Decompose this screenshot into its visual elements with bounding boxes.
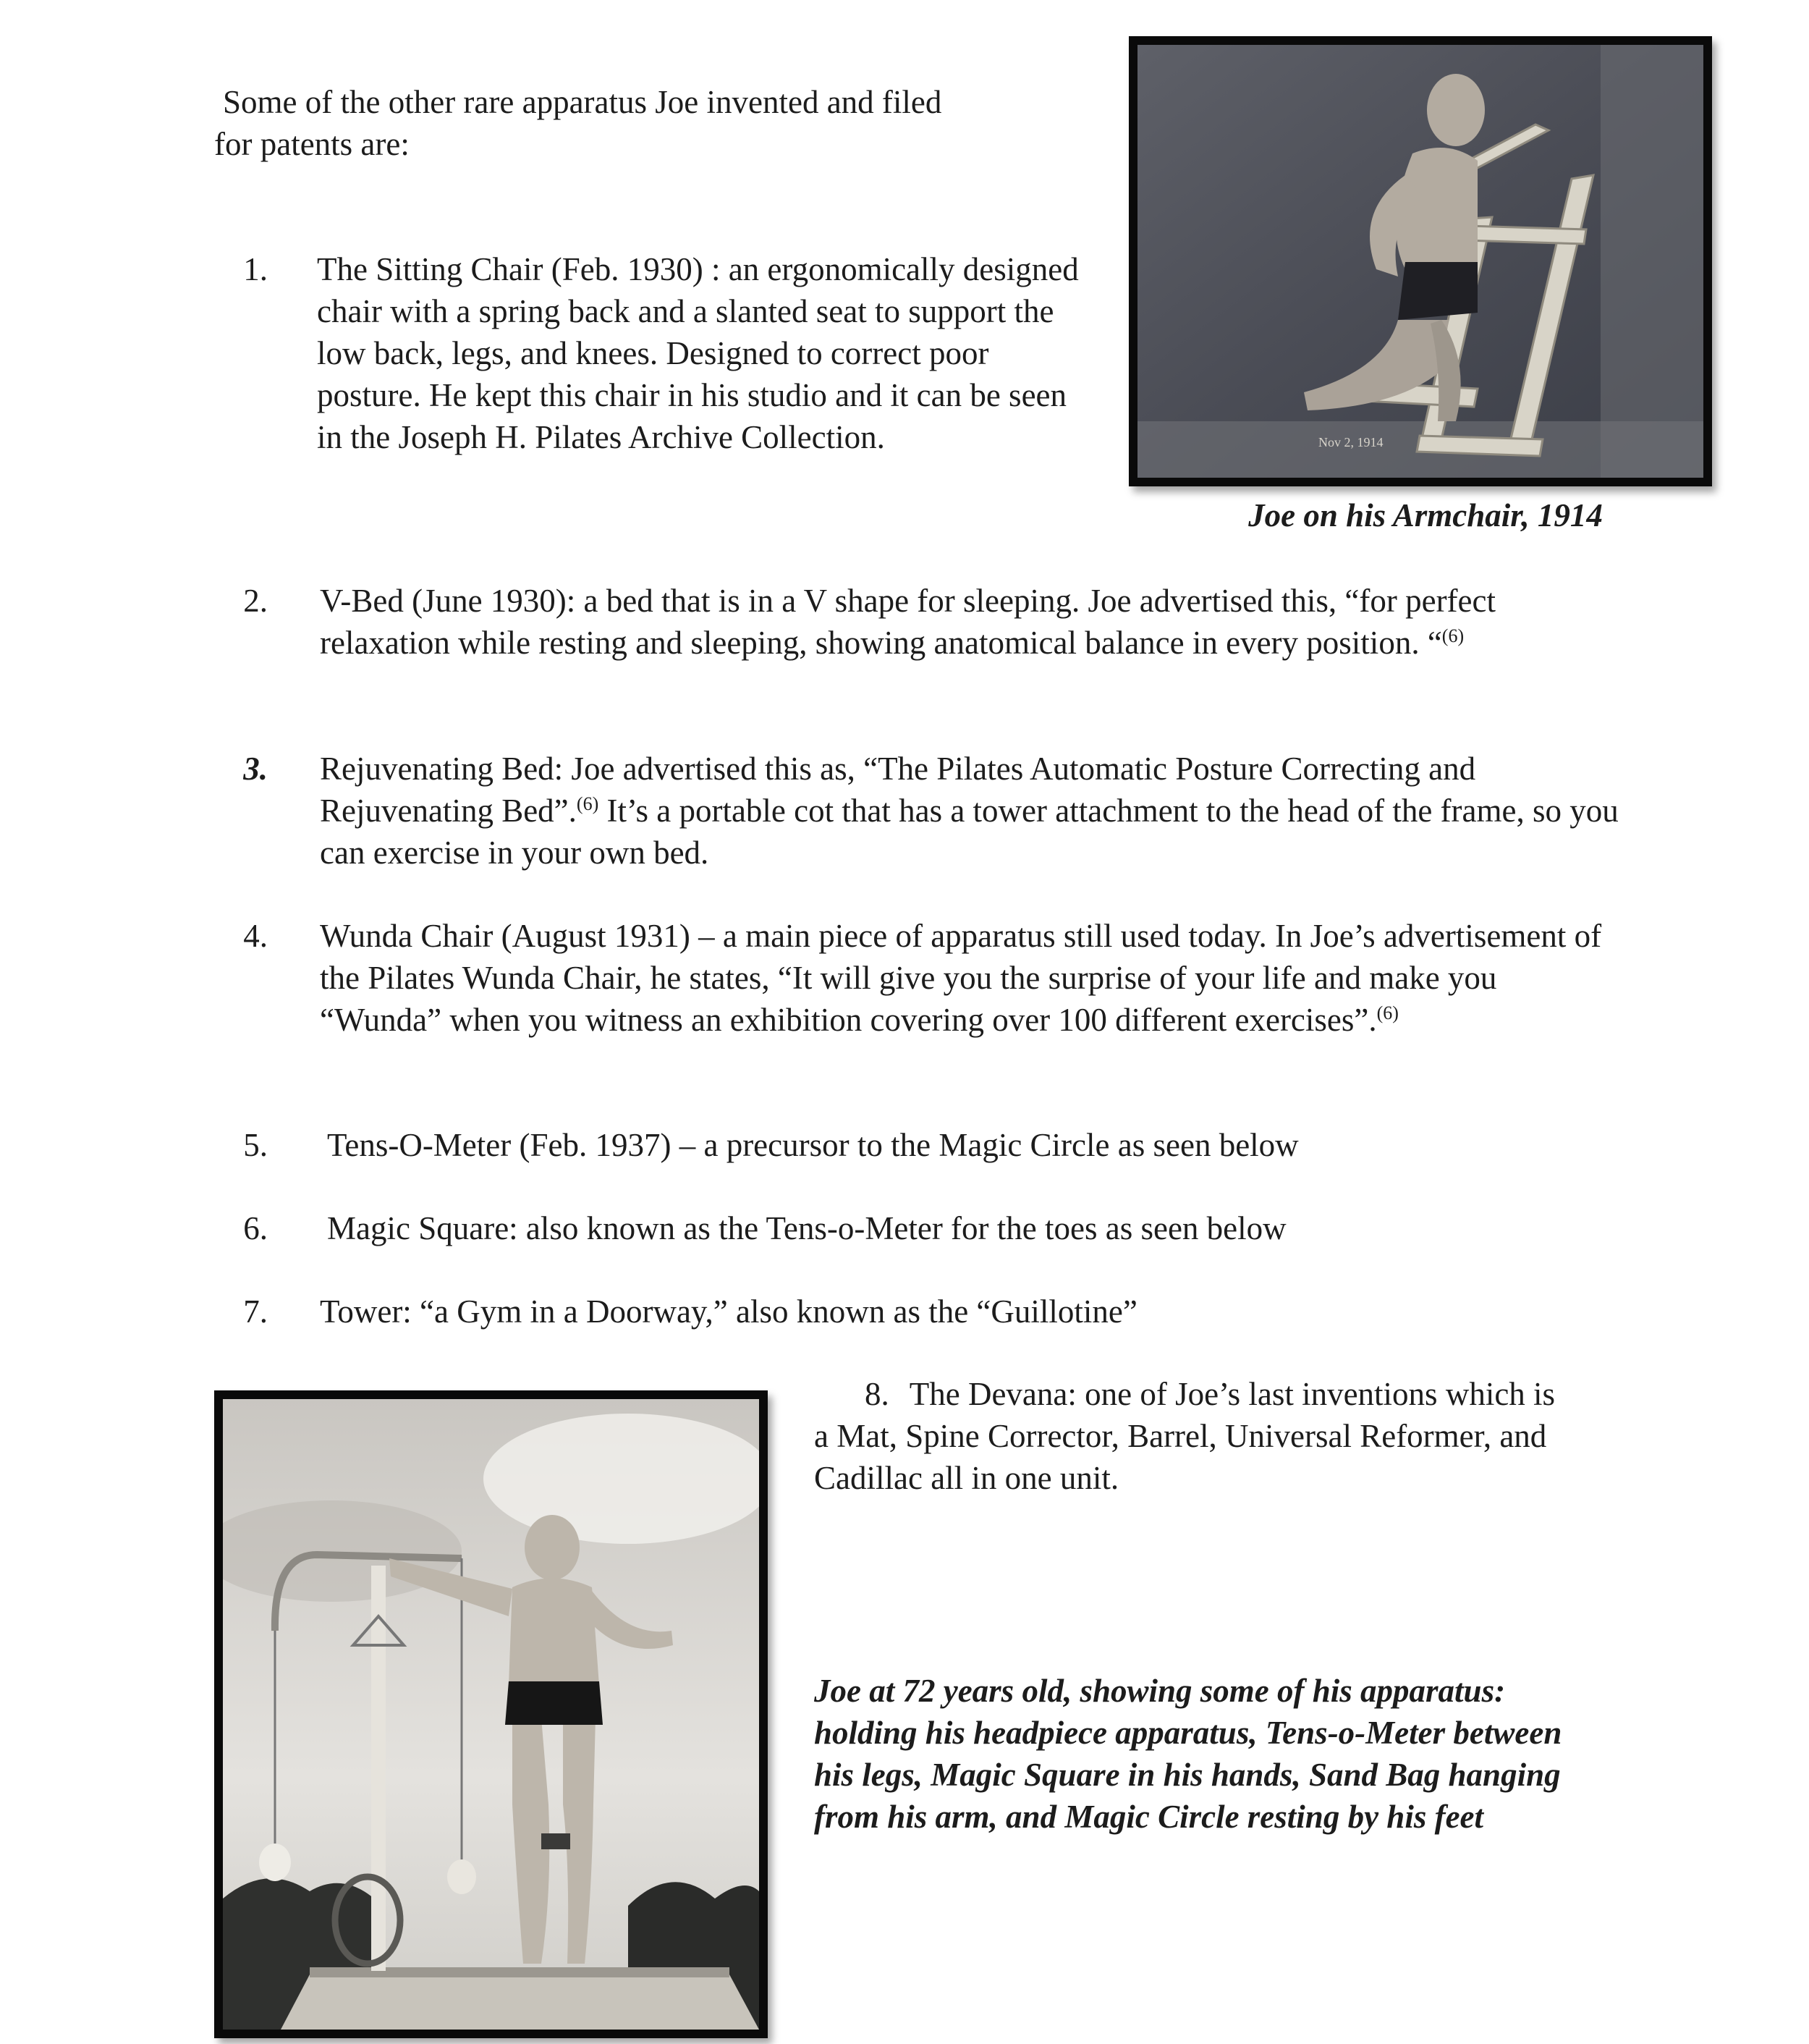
list-item-number: 7. [243, 1293, 268, 1330]
list-item-5 [214, 1124, 1625, 1166]
list-item-number: 3. [243, 751, 268, 787]
list-item-text: 8. The Devana: one of Joe’s last inventions which is a Mat, Spine Corrector, Barrel, Universal Reformer, and Cadillac all in one unit. [814, 1376, 1556, 1496]
photo1-caption: Joe on his Armchair, 1914 [1248, 497, 1603, 533]
list-item-number: 1. [243, 251, 268, 287]
photo-apparatus [214, 1390, 768, 2038]
footnote-ref: (6) [576, 793, 599, 814]
list-item-text: Wunda Chair (August 1931) – a main piece of apparatus still used today. In Joe’s advertisement of the Pilates Wunda Chair, he states, “It will give you the surprise of your life and make you “Wunda” when you witness an exhibition covering over 100 different exercises”.$^{(6)}$ [320, 918, 1602, 1038]
list-item-text: Tower: “a Gym in a Doorway,” also known as the “Guillotine” [320, 1293, 1137, 1330]
list-item-text: The Sitting Chair (Feb. 1930) : an ergonomically designed chair with a spring back and a slanted seat to support the low back, legs, and knees. Designed to correct poor posture. He kept this chair in his studio and it can be seen in the Joseph H. Pilates Archive Collection. [317, 251, 1079, 455]
intro-line-1: Some of the other rare apparatus Joe invented and filed [223, 84, 942, 120]
photo2-caption: Joe at 72 years old, showing some of his apparatus: holding his headpiece apparatus, Tens-o-Meter between his legs, Magic Square in his hands, Sand Bag hanging from his arm, and Magic Circle resting by his feet [814, 1673, 1562, 1835]
footnote-ref: (6) [1376, 1002, 1399, 1023]
intro-paragraph [214, 81, 1104, 165]
list-item-3 [214, 748, 1625, 874]
list-item-6 [214, 1207, 1625, 1249]
list-item-text: Rejuvenating Bed: Joe advertised this as, “The Pilates Automatic Posture Correcting and Rejuvenating Bed”.$^{(6)}$ It’s a portable cot that has a tower attachment to the head of the frame, so you can exercise in your own bed. [320, 751, 1619, 871]
apparatus-photo-image [223, 1399, 759, 2030]
list-item-number: 8. [865, 1376, 889, 1412]
list-item-text: Magic Square: also known as the Tens-o-Meter for the toes as seen below [327, 1210, 1287, 1246]
list-item-number: 5. [243, 1127, 268, 1163]
list-item-8 [814, 1373, 1559, 1499]
list-item-number: 4. [243, 918, 268, 954]
photo-armchair [1129, 36, 1712, 486]
list-item-number: 2. [243, 583, 268, 619]
list-item-1 [214, 248, 1083, 458]
list-item-7 [214, 1291, 1625, 1333]
list-item-4 [214, 915, 1625, 1041]
footnote-ref: (6) [1441, 625, 1465, 646]
list-item-text: Tens-O-Meter (Feb. 1937) – a precursor to the Magic Circle as seen below [327, 1127, 1299, 1163]
list-item-2 [214, 580, 1625, 664]
intro-line-2: for patents are: [214, 126, 410, 162]
photo-date-stamp: Nov 2, 1914 [1318, 435, 1384, 449]
list-item-text: V-Bed (June 1930): a bed that is in a V shape for sleeping. Joe advertised this, “for perfect relaxation while resting and sleeping, showing anatomical balance in every position. “$^{(6)}$ [320, 583, 1496, 661]
list-item-number: 6. [243, 1210, 268, 1246]
armchair-photo-image [1137, 45, 1703, 478]
